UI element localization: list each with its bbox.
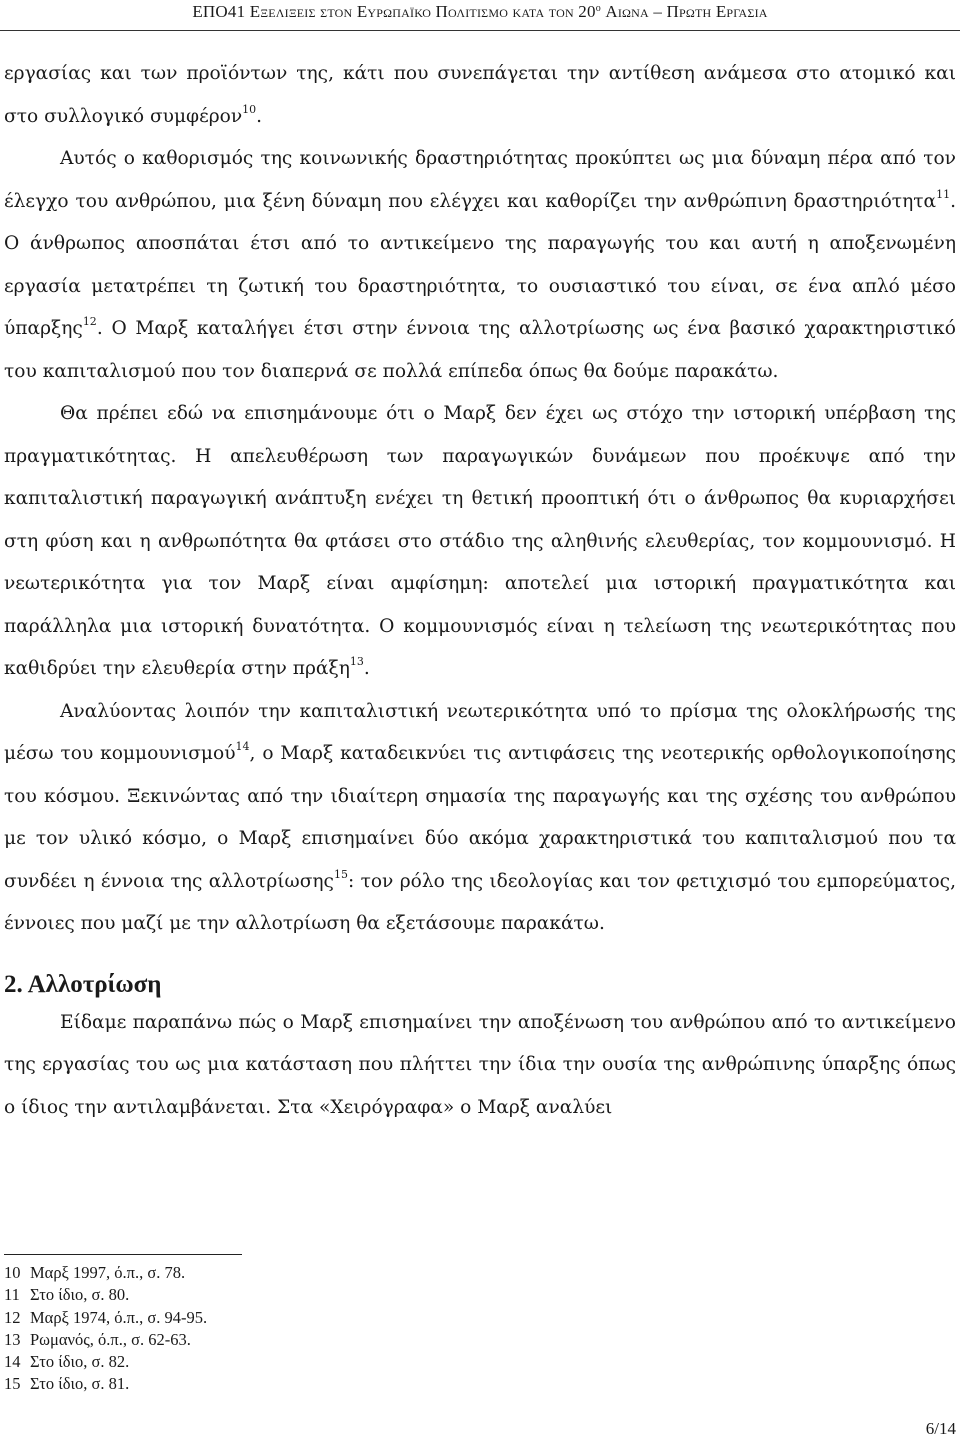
footnote-number: 14 — [4, 1352, 21, 1372]
header-century-superscript: ο — [595, 3, 601, 14]
footnote-number: 12 — [4, 1307, 21, 1327]
footnote-number: 13 — [4, 1329, 21, 1349]
paragraph-4: Αναλύοντας λοιπόν την καπιταλιστική νεωτερικότητα υπό το πρίσμα της ολοκλήρωσής της μέσω του κομμουνισμού$^{14}$, ο Μαρξ καταδεικνύει τις αντιφάσεις της νεοτερικής ορθολογικοποίησης του κόσμου. Ξεκινώντας από την ιδιαίτερη σημασία της παραγωγής και της σχέσης του ανθρώπου με τον υλικό κόσμο, ο Μαρξ επισημαίνει δύο ακόμα χαρακτηριστικά του καπιταλισμού που τα συνδέει η έννοια της αλλοτρίωσης$^{15}$: τον ρόλο της ιδεολογίας και τον φετιχισμό του εμπορεύματος, έννοιες που μαζί με την αλλοτρίωση θα εξετάσουμε παρακάτω. — [4, 700, 957, 934]
footnote-text: Στο ίδιο, σ. 81. — [30, 1374, 130, 1394]
header-separator: – — [653, 2, 663, 21]
footnote-reference: 13 — [349, 655, 364, 668]
body-text — [4, 53, 956, 1129]
footnote-reference: 14 — [235, 740, 250, 753]
footnote-reference: 11 — [936, 187, 951, 201]
running-header — [0, 2, 960, 22]
footnotes — [4, 1262, 704, 1396]
paragraph-2: Αυτός ο καθορισμός της κοινωνικής δραστηριότητας προκύπτει ως μια δύναμη πέρα από τον έλεγχο του ανθρώπου, μια ξένη δύναμη που ελέγχει και καθορίζει την ανθρώπινη δραστηριότητα$^{11}$. Ο άνθρωπος αποσπάται έτσι από το αντικείμενο της παραγωγής του και αυτή η αποξενωμένη εργασία μετατρέπει τη ζωτική του δραστηριότητα, το ουσιαστικό του είναι, σε ένα απλό μέσο ύπαρξης$^{12}$. Ο Μαρξ καταλήγει έτσι στην έννοια της αλλοτρίωσης ως ένα βασικό χαρακτηριστικό του καπιταλισμού που τον διαπερνά σε πολλά επίπεδα όπως θα δούμε παρακάτω. — [4, 148, 956, 382]
footnote-text: Στο ίδιο, σ. 82. — [30, 1352, 130, 1372]
footnote-reference: 12 — [82, 315, 97, 328]
footnote-item — [4, 1307, 704, 1329]
footnote-number: 10 — [4, 1263, 21, 1282]
footnote-item — [4, 1284, 704, 1306]
footnote-item — [4, 1329, 704, 1351]
page-number: 6/14 — [925, 1419, 956, 1438]
footnote-item — [4, 1351, 704, 1373]
header-prefix: ΕΠΟ41 — [192, 2, 246, 21]
footnote-separator — [4, 1254, 242, 1255]
footnote-reference: 10 — [242, 102, 257, 116]
paragraph-1: εργασίας και των προϊόντων της, κάτι που συνεπάγεται την αντίθεση ανάμεσα στο ατομικό και στο συλλογικό συμφέρον$^{10}$. — [4, 63, 956, 127]
section-heading: 2. Αλλοτρίωση — [4, 970, 162, 998]
footnote-text: Στο ίδιο, σ. 80. — [30, 1285, 130, 1305]
footnote-reference: 15 — [333, 867, 348, 881]
footnote-item — [4, 1373, 704, 1395]
header-assignment: Πρωτη Εργασια — [666, 2, 768, 21]
footnote-text: Μαρξ 1997, ό.π., σ. 78. — [30, 1263, 186, 1282]
footnote-text: Μαρξ 1974, ό.π., σ. 94-95. — [30, 1307, 208, 1327]
footnote-item — [4, 1262, 704, 1284]
header-rule — [0, 30, 960, 31]
footnote-text: Ρωμανός, ό.π., σ. 62-63. — [30, 1329, 191, 1349]
paragraph-3: Θα πρέπει εδώ να επισημάνουμε ότι ο Μαρξ δεν έχει ως στόχο την ιστορική υπέρβαση της πραγματικότητας. Η απελευθέρωση των παραγωγικών δυνάμεων που προέκυψε από την καπιταλιστική παραγωγική ανάπτυξη ενέχει τη θετική προοπτική ότι ο άνθρωπος θα κυριαρχήσει στη φύση και η ανθρωπότητα θα φτάσει στο στάδιο της αληθινής ελευθερίας, τον κομμουνισμό. Η νεωτερικότητα για τον Μαρξ είναι αμφίσημη: αποτελεί μια ιστορική πραγματικότητα και παράλληλα μια ιστορική δυνατότητα. Ο κομμουνισμός είναι η τελείωση της νεωτερικότητας που καθιδρύει την ελευθερία στην πράξη$^{13}$. — [4, 403, 956, 679]
footnote-number: 11 — [4, 1285, 20, 1305]
section-paragraph: Είδαμε παραπάνω πώς ο Μαρξ επισημαίνει την αποξένωση του ανθρώπου από το αντικείμενο της εργασίας του ως μια κατάσταση που πλήττει την ίδια την ουσία της ανθρώπινης ύπαρξης όπως ο ίδιος την αντιλαμβάνεται. Στα «Χειρόγραφα» ο Μαρξ αναλύει — [4, 1011, 956, 1118]
footnote-number: 15 — [4, 1374, 21, 1394]
header-title-rest: Αιωνα — [605, 2, 649, 21]
header-title-main: Εξελιξεισ στον Ευρωπαϊκο Πολιτισμο κατα τον 20 — [249, 2, 596, 21]
